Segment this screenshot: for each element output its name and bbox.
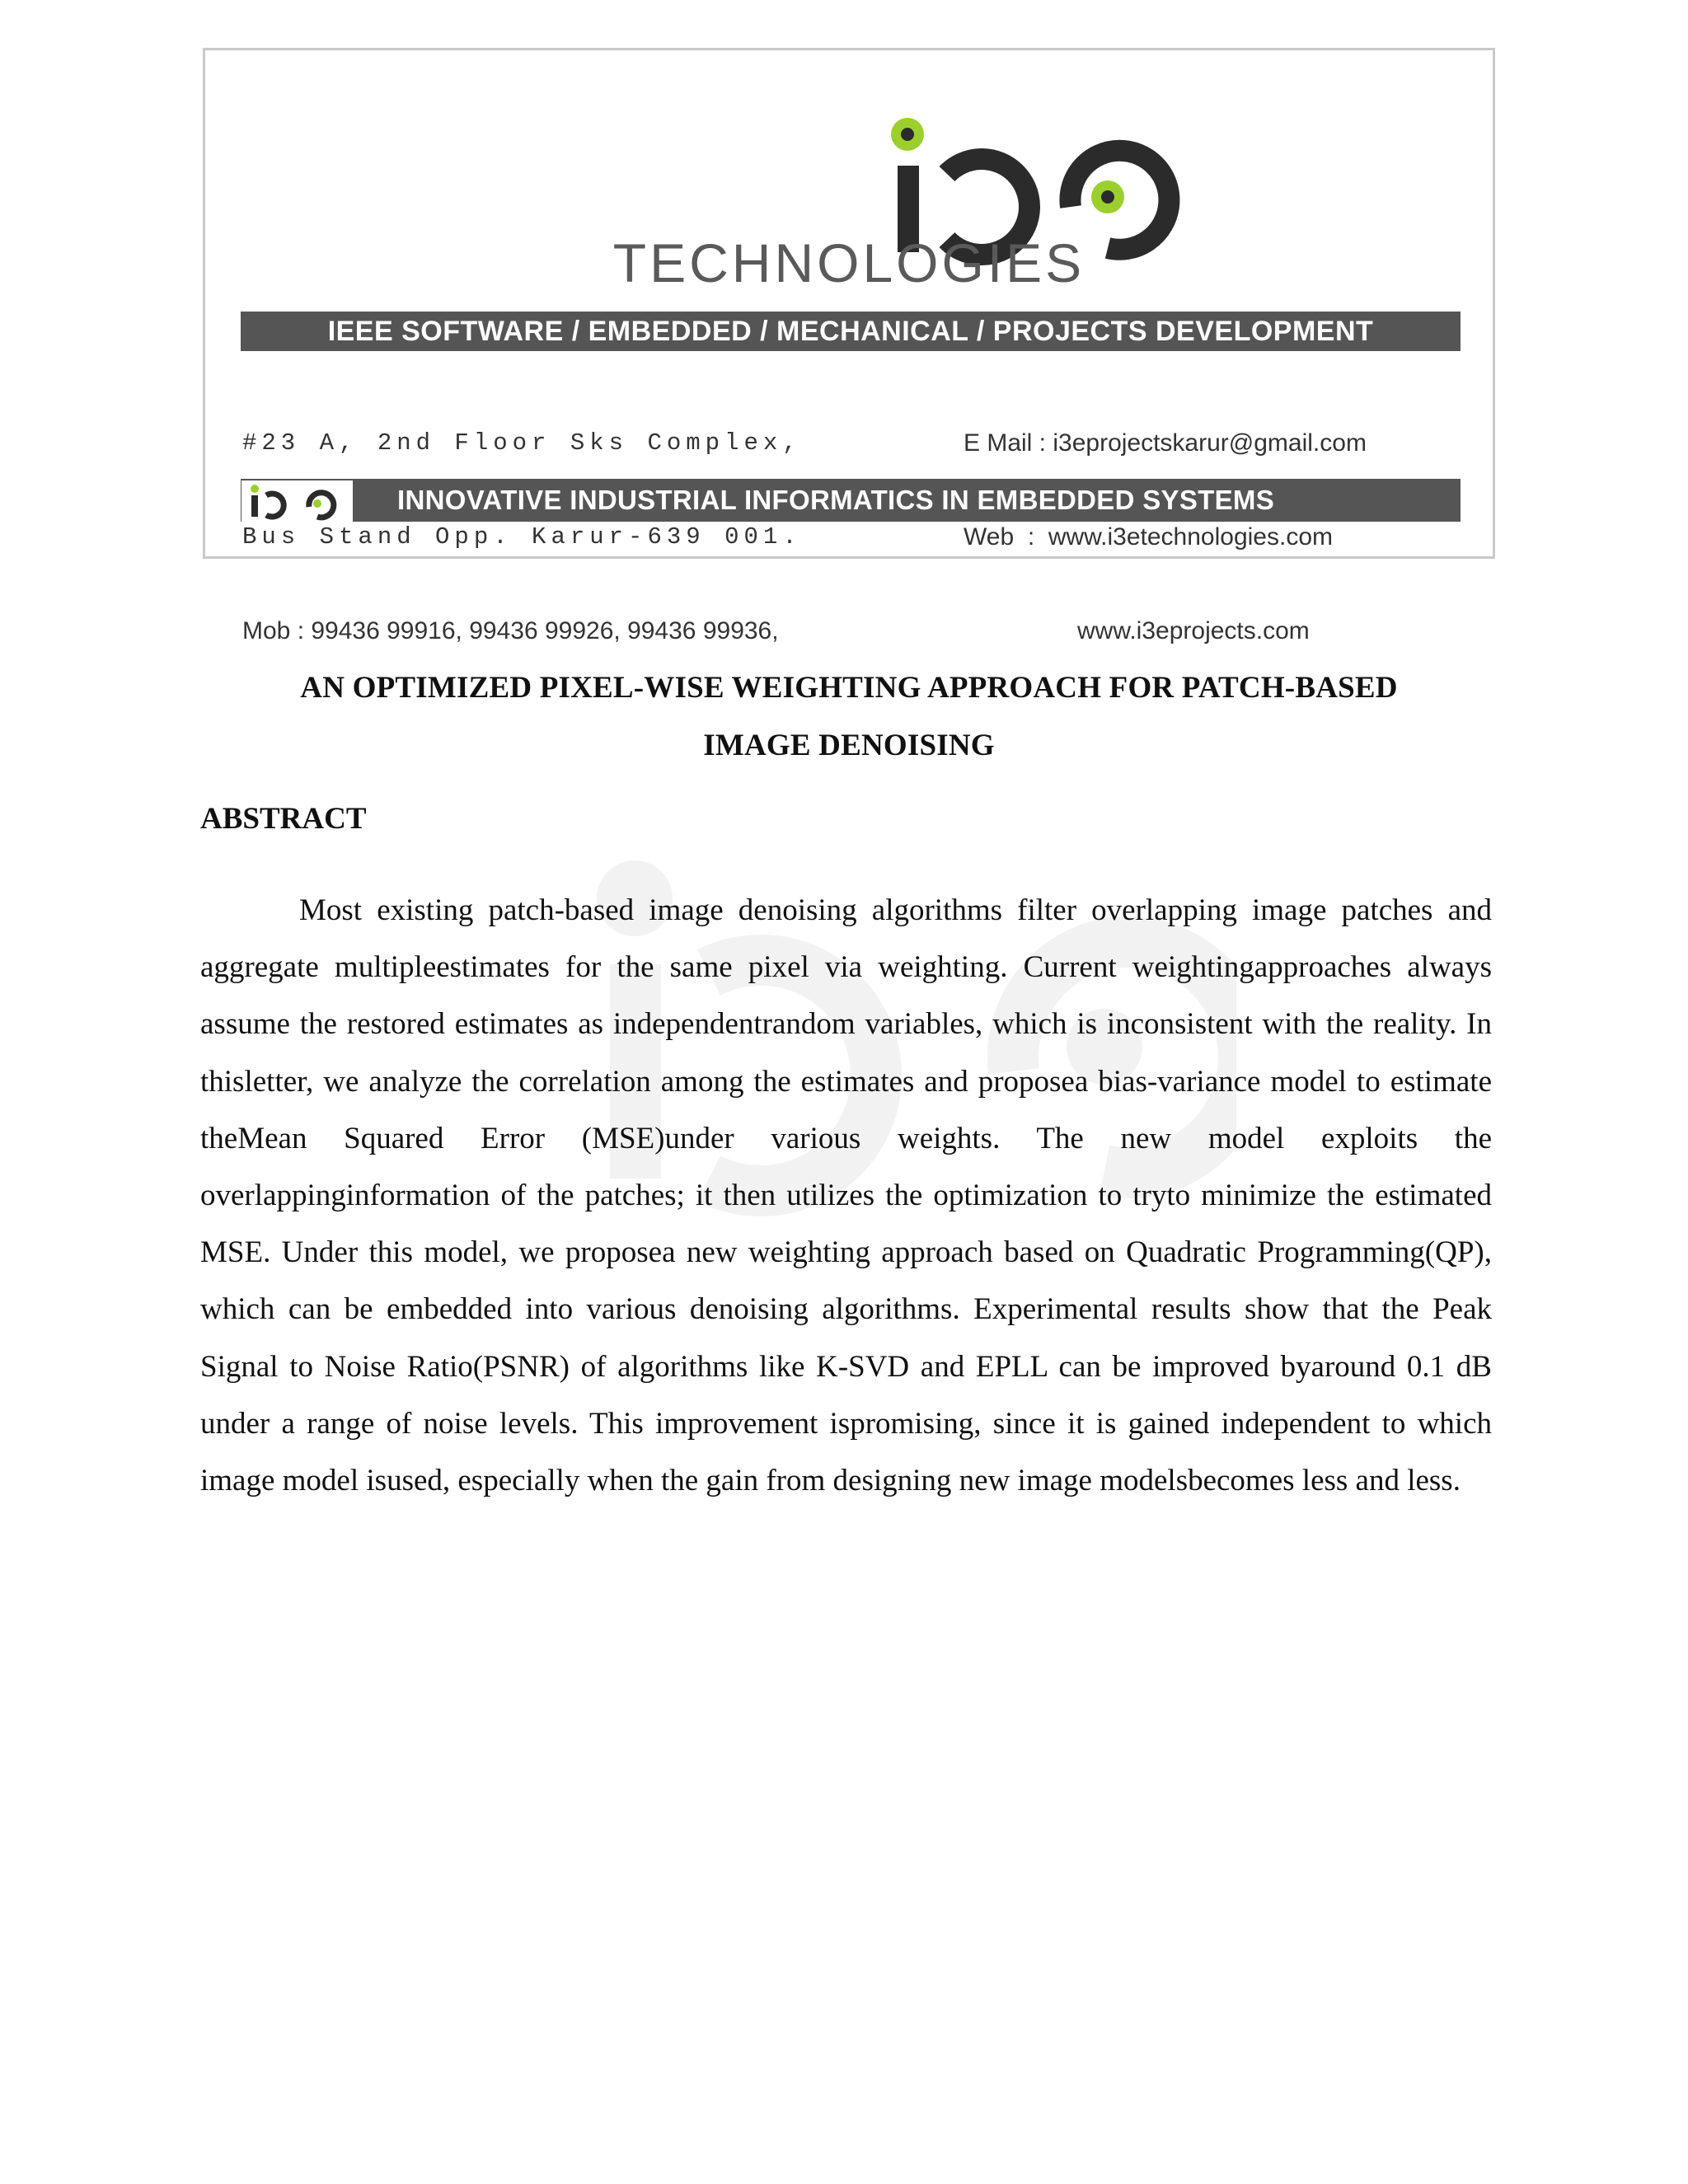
tagline-band: IEEE SOFTWARE / EMBEDDED / MECHANICAL / PROJECTS DEVELOPMENT bbox=[241, 312, 1461, 351]
i3e-mini-logo bbox=[241, 480, 353, 522]
mobile-numbers: Mob : 99436 99916, 99436 99926, 99436 99936, bbox=[242, 617, 779, 644]
web-line-2: www.i3eprojects.com bbox=[1077, 617, 1310, 644]
letterhead bbox=[203, 48, 1495, 644]
address-block bbox=[242, 365, 802, 710]
contact-block bbox=[964, 365, 1367, 710]
motto-band: INNOVATIVE INDUSTRIAL INFORMATICS IN EMBEDDED SYSTEMS bbox=[241, 479, 1461, 522]
email-line: E Mail : i3eprojectskarur@gmail.com bbox=[964, 429, 1367, 457]
web-line: Web : www.i3etechnologies.com bbox=[964, 523, 1333, 551]
address-line-2: Bus Stand Opp. Karur-639 001. bbox=[242, 523, 802, 551]
paper-title bbox=[203, 659, 1495, 775]
logo-caption: TECHNOLOGIES bbox=[612, 232, 1085, 293]
abstract-text: Most existing patch-based image denoising algorithms filter overlapping image patches and aggregate multipleestimates for the same pixel via weighting. Current weightingapproaches always assume the restored estimates as independentrandom variables, which is inconsistent with the reality. In thisletter, we analyze the correlation among the estimates and proposea bias-variance model to estimate theMean Squared Error (MSE)under various weights. The new model exploits the overlappinginformation of the patches; it then utilizes the optimization to tryto minimize the estimated MSE. Under this model, we proposea new weighting approach based on Quadratic Programming(QP), which can be embedded into various denoising algorithms. Experimental results show that the Peak Signal to Noise Ratio(PSNR) of algorithms like K-SVD and EPLL can be improved byaround 0.1 dB under a range of noise levels. This improvement ispromising, since it is gained independent to which image model isused, especially when the gain from designing new image modelsbecomes less and less. bbox=[200, 893, 1492, 1498]
paper-title-line-2: IMAGE DENOISING bbox=[703, 729, 995, 762]
paper-title-line-1: AN OPTIMIZED PIXEL-WISE WEIGHTING APPROACH FOR PATCH-BASED bbox=[300, 671, 1398, 705]
address-line-1: #23 A, 2nd Floor Sks Complex, bbox=[242, 429, 802, 457]
abstract-heading: ABSTRACT bbox=[200, 802, 367, 836]
